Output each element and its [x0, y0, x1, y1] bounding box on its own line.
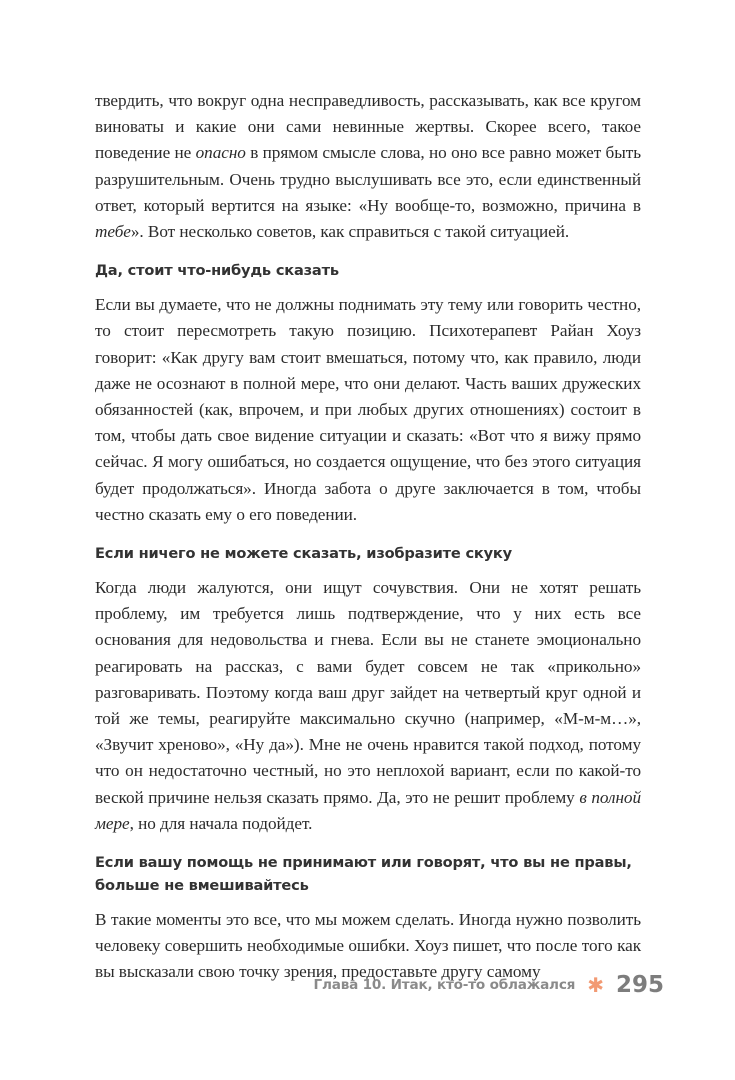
subheading-stop-intervening: Если вашу помощь не принимают или говорят, что вы не правы, больше не вмешивайтесь [95, 854, 632, 895]
paragraph-text: Когда люди жалуются, они ищут сочувствия. Они не хотят решать проблему, им требуется лишь подтверждение, что у них есть все основания для недовольства и гнева. Если вы не станете эмоционально реагировать на рассказ, с вами будет совсем не так «прикольно» разговаривать. Поэтому когда ваш друг зайдет на четвертый круг одной и той же темы, реагируйте максимально скучно (например, «М-м-м…», «Звучит хреново», «Ну да»). Мне не очень нравится такой подход, потому что он недостаточно честный, но это неплохой вариант, если по какой-то веской причине нельзя сказать прямо. Да, это не решит проблему [95, 578, 641, 807]
paragraph-text: , но для начала подойдет. [129, 813, 313, 833]
emphasis-text: опасно [195, 143, 246, 163]
asterisk-icon: ✱ [587, 973, 604, 997]
paragraph-act-bored [95, 575, 641, 837]
paragraph-intro [95, 88, 641, 245]
paragraph-text: в прямом смысле слова, но оно все равно может быть разрушительным. Очень трудно выслушивать все это, если единственный ответ, который вертится на языке: «Ну вообще-то, возможно, причина в [95, 143, 641, 215]
emphasis-text: в полной мере [95, 787, 642, 833]
subheading-act-bored: Если ничего не можете сказать, изобразите скуку [95, 545, 512, 563]
page-body [95, 88, 641, 986]
page-number: 295 [615, 972, 664, 998]
page-footer [314, 972, 665, 998]
paragraph-stop-intervening: В такие моменты это все, что мы можем сделать. Иногда нужно позволить человеку совершить необходимые ошибки. Хоуз пишет, что после того как вы высказали свою точку зрения, предоставьте другу самому [95, 910, 641, 982]
subheading-say-something: Да, стоит что-нибудь сказать [95, 262, 339, 280]
emphasis-text: тебе [95, 222, 131, 242]
paragraph-text: твердить, что вокруг одна несправедливость, рассказывать, как все кругом виноваты и какие они сами невинные жертвы. Скорее всего, такое поведение не [95, 91, 641, 163]
running-footer-chapter: Глава 10. Итак, кто-то облажался [313, 977, 576, 993]
paragraph-text: ». Вот несколько советов, как справиться с такой ситуацией. [130, 222, 570, 242]
paragraph-say-something: Если вы думаете, что не должны поднимать эту тему или говорить честно, то стоит пересмотреть такую позицию. Психотерапевт Райан Хоуз говорит: «Как другу вам стоит вмешаться, потому что, как правило, люди даже не осознают в полной мере, что они делают. Часть ваших дружеских обязанностей (как, впрочем, и при любых других отношениях) состоит в том, чтобы дать свое видение ситуации и сказать: «Вот что я вижу прямо сейчас. Я могу ошибаться, но создается ощущение, что без этого ситуация будет продолжаться». Иногда забота о друге заключается в том, чтобы честно сказать ему о его поведении. [95, 295, 641, 524]
